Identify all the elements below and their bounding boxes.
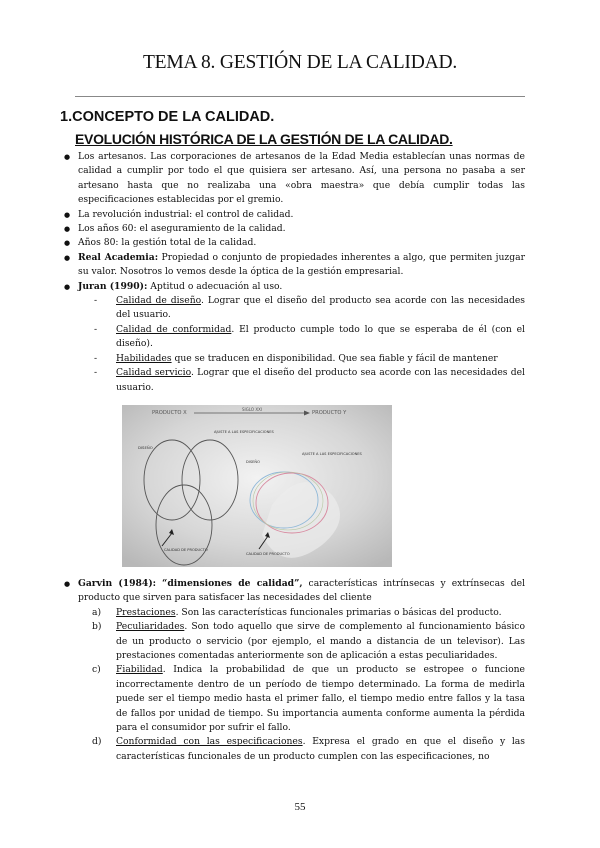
garvin-item-marker: a)	[92, 606, 102, 618]
juran-item-label: Calidad de diseño	[116, 295, 201, 307]
list-item	[78, 577, 525, 764]
list-item	[78, 150, 525, 208]
juran-item-text: . El producto cumple todo lo que se esperaba de él (con el diseño).	[116, 323, 525, 350]
garvin-item-marker: b)	[92, 621, 102, 633]
juran-item-text: . Lograr que el diseño del producto sea acorde con las necesidades del usuario.	[116, 367, 525, 393]
list-item	[78, 280, 525, 395]
label-producto-y: PRODUCTO Y	[312, 410, 347, 416]
garvin-item-text: . Son las características funcionales primarias o básicas del producto.	[175, 606, 502, 618]
juran-item-label: Habilidades	[116, 352, 172, 364]
list-item	[78, 236, 525, 250]
bullet-revolucion: La revolución industrial: el control de calidad.	[78, 208, 294, 220]
garvin-label: Garvin (1984):	[78, 578, 157, 589]
juran-item	[116, 294, 525, 323]
garvin-item-label: Peculiaridades	[116, 621, 185, 633]
garvin-item-text: . Son todo aquello que sirve de complemento al funcionamiento básico de un producto o servicio (por ejemplo, el mando a distancia de un televisor). Las prestaciones comentadas anteriormente son de aplicación a estas peculiaridades.	[116, 621, 525, 662]
garvin-item	[92, 620, 525, 663]
garvin-quote: “dimensiones de calidad”,	[162, 578, 303, 589]
note-ajuste: AJUSTE A LAS ESPECIFICACIONES	[214, 430, 274, 434]
page-title: TEMA 8. GESTIÓN DE LA CALIDAD.	[142, 52, 458, 73]
note-calidad: CALIDAD DE PRODUCTO	[164, 548, 208, 552]
garvin-item	[92, 735, 526, 764]
garvin-item-label: Prestaciones	[116, 606, 176, 618]
juran-item-label: Calidad servicio	[116, 367, 191, 379]
label-siglo: SIGLO XXI	[242, 407, 262, 412]
juran-item-label: Calidad de conformidad	[116, 323, 232, 335]
juran-item	[116, 323, 525, 352]
juran-label: Juran (1990):	[78, 280, 148, 292]
real-academia-label: Real Academia:	[78, 251, 159, 263]
garvin-item-text: . Indica la probabilidad de que un producto se estropee o funcione incorrectamente dentro de un período de tiempo determinado. La forma de medirla puede ser el tiempo medio hasta el primer fallo, el tiempo medio entre fallos y la tasa de fallos por unidad de tiempo. Su importancia aumenta conforme aumenta la pérdida para el consumidor por sufrir el fallo.	[116, 664, 525, 734]
garvin-item-label: Fiabilidad	[116, 664, 163, 676]
juran-sublist	[78, 294, 525, 395]
garvin-item-text: . Expresa el grado en que el diseño y las características funcionales de un producto cumplen con las especificaciones, no	[116, 736, 526, 762]
garvin-text: características intrínsecas y extrínsecas del producto que sirven para satisfacer las necesidades del cliente	[78, 578, 526, 604]
garvin-item-marker: c)	[92, 664, 101, 676]
note-diseno: DISEÑO	[138, 445, 153, 450]
bullet-anos60: Los años 60: el aseguramiento de la calidad.	[78, 223, 286, 235]
list-item	[78, 222, 525, 236]
garvin-item-label: Conformidad con las especificaciones	[116, 736, 303, 748]
quality-venn-figure	[122, 405, 392, 567]
bullet-artesanos: Los artesanos. Las corporaciones de artesanos de la Edad Media establecían unas normas de calidad a cumplir por todo el que quisiera ser artesano. Así, una persona no pasaba a ser artesano hasta que no realizaba una «obra maestra» que debía cumplir todas las especificaciones establecidas por el gremio.	[78, 151, 525, 206]
juran-item-text: que se traducen en disponibilidad. Que sea fiable y fácil de mantener	[171, 352, 498, 364]
garvin-item	[92, 606, 525, 620]
list-item	[78, 251, 525, 280]
garvin-item	[92, 663, 525, 735]
juran-item-text: . Lograr que el diseño del producto sea acorde con las necesidades del usuario.	[116, 295, 526, 321]
section-heading: 1.CONCEPTO DE LA CALIDAD.	[60, 109, 275, 125]
bullet-anos80: Años 80: la gestión total de la calidad.	[78, 237, 257, 249]
note-calidad-right: CALIDAD DE PRODUCTO	[246, 552, 290, 556]
note-diseno-right: DISEÑO	[246, 460, 260, 464]
juran-item	[116, 352, 525, 366]
title-divider	[75, 96, 525, 97]
garvin-item-marker: d)	[92, 736, 102, 748]
label-producto-x: PRODUCTO X	[152, 410, 187, 416]
garvin-list	[78, 577, 525, 764]
juran-text: Aptitud o adecuación al uso.	[147, 280, 283, 292]
garvin-sublist	[78, 606, 525, 764]
page-number: 55	[294, 801, 306, 813]
list-item	[78, 208, 525, 222]
note-ajuste-right: AJUSTE A LAS ESPECIFICACIONES	[302, 452, 362, 456]
history-list	[78, 150, 525, 395]
juran-item	[116, 366, 525, 395]
subsection-heading: EVOLUCIÓN HISTÓRICA DE LA GESTIÓN DE LA CALIDAD.	[75, 131, 453, 147]
real-academia-text: Propiedad o conjunto de propiedades inherentes a algo, que permiten juzgar su valor. Nosotros lo vemos desde la óptica de la gestión empresarial.	[78, 251, 525, 278]
